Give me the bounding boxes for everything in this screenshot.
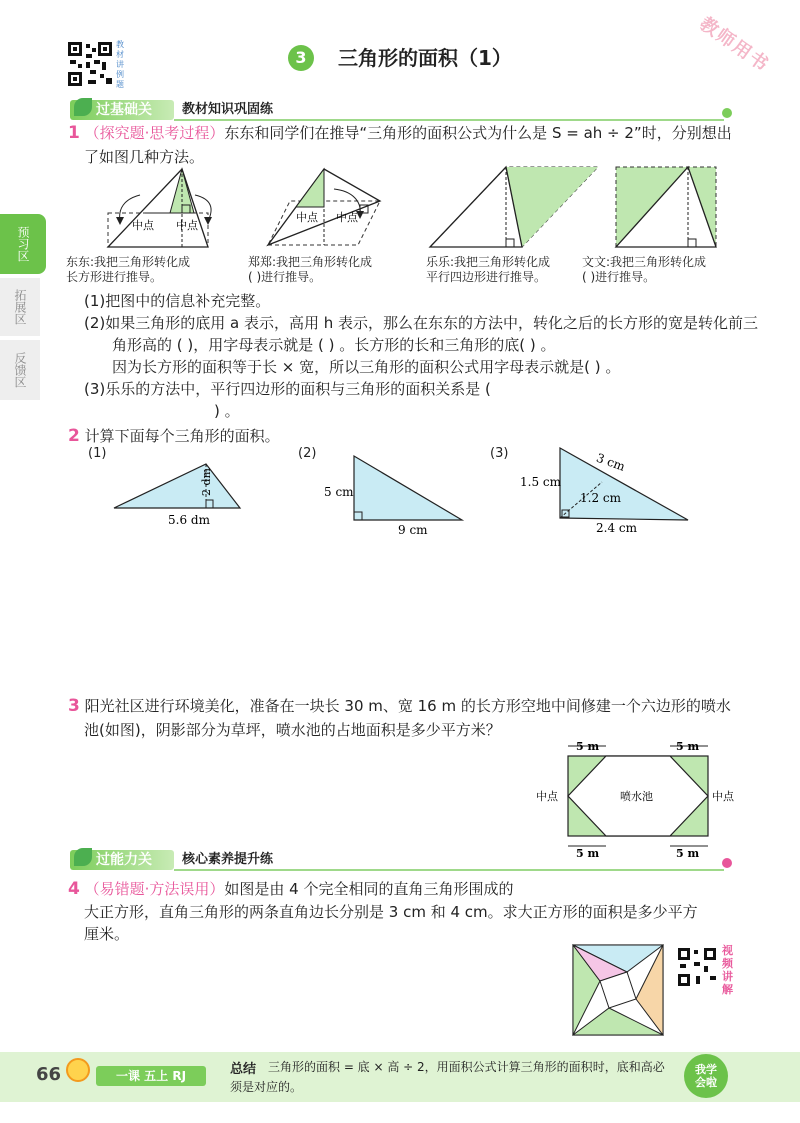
video-label: 视频讲解	[722, 944, 733, 996]
question-text: 东东和同学们在推导“三角形的面积公式为什么是 S = ah ÷ 2”时，分别想出	[224, 124, 732, 142]
question-2	[68, 424, 280, 448]
question-text: 如图是由 4 个完全相同的直角三角形围成的	[224, 880, 514, 898]
footer-bar	[0, 1052, 800, 1102]
section-divider	[174, 869, 724, 871]
qr-code-video[interactable]	[676, 946, 718, 988]
q1-figures	[90, 165, 730, 255]
q4-figure	[572, 944, 664, 1036]
caption-wenwen-2: ( )进行推导。	[582, 270, 656, 284]
midpoint-label: 中点	[336, 211, 358, 224]
midpoint-label: 中点	[132, 219, 154, 232]
section-header-basic	[70, 98, 730, 120]
triangle-shape	[430, 167, 522, 247]
q1-sub-3-line-1: (3)乐乐的方法中，平行四边形的面积与三角形的面积关系是 (	[84, 380, 491, 398]
teacher-stamp: 教师用书	[695, 13, 774, 77]
side-tab-expand[interactable]: 拓展区	[0, 278, 40, 336]
question-text: 阳光社区进行环境美化，准备在一块长 30 m、宽 16 m 的长方形空地中间修建一个六边形的喷水	[84, 697, 731, 715]
q2-label-2: (2)	[298, 446, 317, 461]
left-midpoint-label: 中点	[536, 790, 558, 803]
bottom-right-length: 5 m	[676, 847, 700, 860]
triangle-2	[324, 456, 462, 537]
side-tabs	[0, 214, 46, 400]
t1-base-label: 5.6 dm	[168, 513, 210, 527]
learned-badge[interactable]: 我学会啦	[684, 1054, 728, 1098]
caption-zhengzheng-1: 郑郑:我把三角形转化成	[248, 255, 373, 269]
section-badge-ability: 过能力关	[70, 850, 174, 870]
question-number: 2	[68, 426, 80, 446]
t2-base-label: 9 cm	[398, 523, 428, 537]
fountain-label: 喷水池	[620, 790, 653, 803]
summary-line-2: 须是对应的。	[230, 1080, 303, 1094]
lesson-number-badge: 3	[288, 45, 314, 71]
question-3-line-2: 池(如图)，阴影部分为草坪，喷水池的占地面积是多少平方米？	[84, 721, 501, 739]
top-right-length: 5 m	[676, 740, 700, 753]
question-1-line-1	[68, 121, 732, 145]
question-4-line-3: 厘米。	[84, 925, 130, 943]
leaf-icon	[74, 848, 92, 866]
q3-figure	[530, 736, 750, 860]
q2-figures	[110, 446, 700, 538]
t2-height-label: 5 cm	[324, 485, 354, 499]
side-tab-feedback[interactable]: 反馈区	[0, 340, 40, 400]
caption-dongdong-2: 长方形进行推导。	[66, 270, 163, 284]
q1-sub-3-line-2: ) 。	[214, 402, 240, 420]
t3-side-a-label: 1.5 cm	[520, 475, 561, 489]
caption-zhengzheng-2: ( )进行推导。	[248, 270, 322, 284]
figure-zhengzheng	[268, 169, 380, 245]
flower-icon	[722, 108, 732, 118]
question-3-line-1	[68, 694, 731, 718]
question-number: 4	[68, 879, 80, 899]
caption-lele-2: 平行四边形进行推导。	[426, 270, 547, 284]
t1-height-label: 2 dm	[200, 468, 213, 496]
midpoint-label: 中点	[176, 219, 198, 232]
summary-label: 总结	[230, 1062, 257, 1077]
caption-dongdong-1: 东东:我把三角形转化成	[66, 255, 191, 269]
figure-lele	[430, 167, 598, 247]
q2-label-3: (3)	[490, 446, 509, 461]
top-left-length: 5 m	[576, 740, 600, 753]
section-header-ability	[70, 848, 730, 870]
shaded-left-triangle	[296, 169, 324, 207]
side-tab-preview[interactable]: 预习区	[0, 214, 46, 274]
midpoint-label: 中点	[296, 211, 318, 224]
triangle-1	[114, 464, 240, 527]
mascot-icon	[66, 1058, 90, 1082]
question-4-line-1	[68, 877, 514, 901]
question-1-line-2: 了如图几种方法。	[84, 148, 205, 166]
page-number: 66	[36, 1064, 62, 1085]
bottom-left-length: 5 m	[576, 847, 600, 860]
q1-sub-1: (1)把图中的信息补充完整。	[84, 292, 271, 310]
leaf-icon	[74, 98, 92, 116]
flower-icon	[722, 858, 732, 868]
q1-sub-2-line-3: 因为长方形的面积等于长 × 宽，所以三角形的面积公式用字母表示就是( ) 。	[112, 358, 621, 376]
brand-label: 一课 五上 RJ	[96, 1066, 206, 1086]
question-number: 1	[68, 123, 80, 143]
summary-line-1: 三角形的面积 = 底 × 高 ÷ 2，用面积公式计算三角形的面积时，底和高必	[268, 1060, 665, 1074]
section-badge-basic: 过基础关	[70, 100, 174, 120]
t3-side-b-label: 3 cm	[594, 450, 628, 474]
q2-label-1: (1)	[88, 446, 107, 461]
question-tag: （易错题·方法误用）	[84, 880, 225, 898]
caption-lele-1: 乐乐:我把三角形转化成	[426, 255, 551, 269]
right-midpoint-label: 中点	[712, 790, 734, 803]
question-tag: （探究题·思考过程）	[84, 124, 225, 142]
section-title-ability: 核心素养提升练	[182, 852, 274, 867]
t3-height-label: 1.2 cm	[580, 491, 621, 505]
question-4-line-2: 大正方形，直角三角形的两条直角边长分别是 3 cm 和 4 cm。求大正方形的面积是多少平方	[84, 903, 698, 921]
qr-code-header[interactable]	[66, 40, 114, 88]
caption-wenwen-1: 文文:我把三角形转化成	[582, 255, 707, 269]
q1-sub-2-line-2: 角形高的 ( )，用字母表示就是 ( ) 。长方形的长和三角形的底( ) 。	[112, 336, 556, 354]
q1-sub-2-line-1: (2)如果三角形的底用 a 表示，高用 h 表示，那么在东东的方法中，转化之后的长方形的宽是转化前三	[84, 314, 759, 332]
t3-base-label: 2.4 cm	[596, 521, 637, 535]
question-text: 计算下面每个三角形的面积。	[84, 427, 280, 445]
question-number: 3	[68, 696, 80, 716]
section-title-basic: 教材知识巩固练	[182, 102, 274, 117]
triangle-3	[520, 448, 688, 535]
page-title: 三角形的面积（1）	[338, 46, 512, 70]
figure-dongdong	[108, 169, 212, 247]
qr-label: 教材讲例题	[116, 40, 124, 89]
figure-wenwen	[616, 167, 716, 247]
